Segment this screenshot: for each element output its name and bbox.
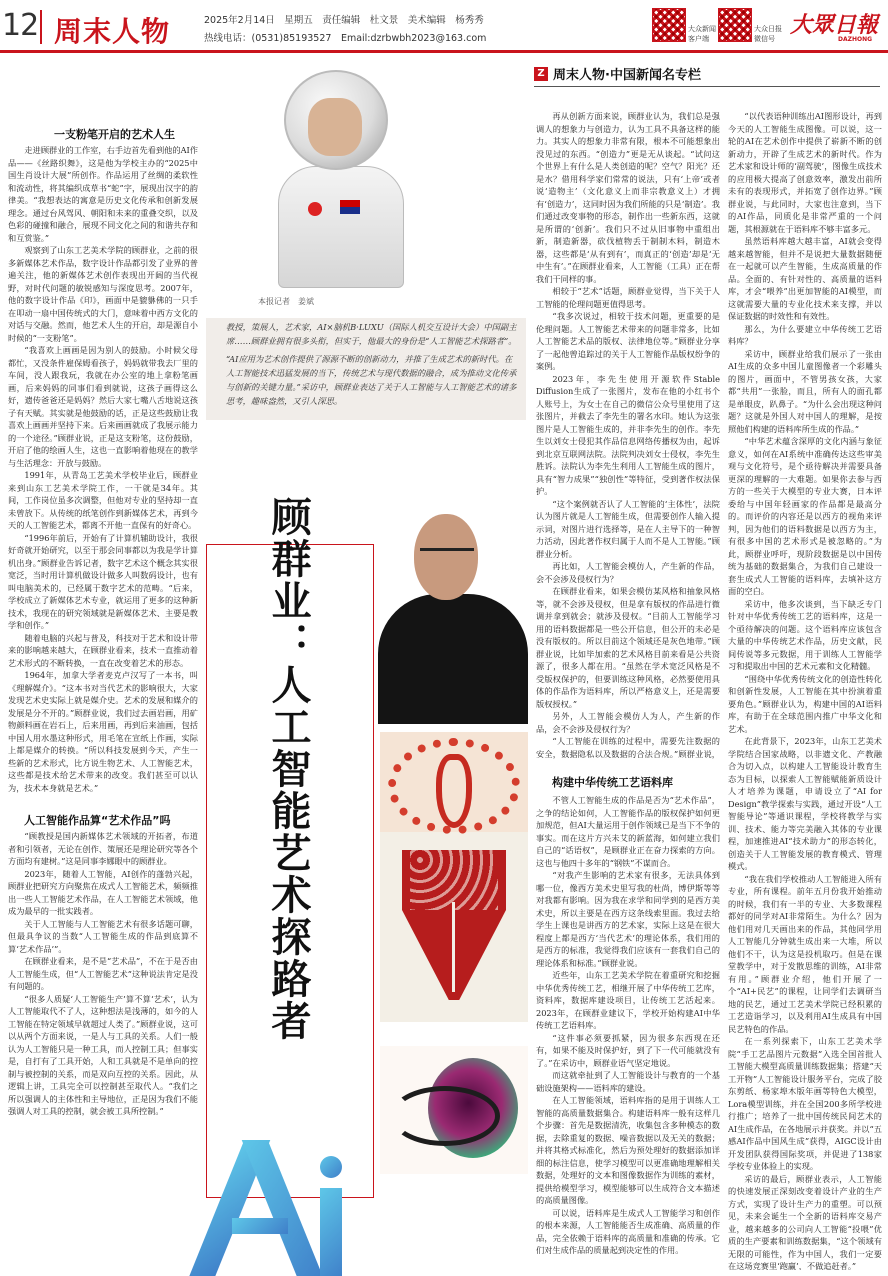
- middle-body-2: 不管人工智能生成的作品是否为“艺术作品”，之争的结论如何，人工智能作品的版权保护如何更加规范，但AI大量运用于创作领域已是当下不争的事实。而在这片方兴未艾的新蓝海，如何建立我们自己的“话语权”，是顾群业正在奋力探索的方向。这也与他四十多年的“钢铁”不谋而合。 “对我产生影响的艺术家有很多，无法具体到哪一位，像西方美术史里写我的杜尚，博伊斯等等对我都有影响。因为我在求学和同学到的是西方美术史，所以主要是在西方这条线索里面。我过去给学生上课也是讲西方的艺术家，实际上这是在很大程度上都是西方‘当代艺术’的理论体系，我们用的是西方的标准，我觉得我们应该有一套我们自己的理论体系和标准。”顾群业说。 近些年，山东工艺美术学院在着重研究和挖掘中华优秀传统工艺，相继开展了中华传统工艺库，资料库，数据库建设项目，让传统工艺活起来。2023年，在顾群业建议下，学校开始构建AI中华传统工艺语料库。 “这件事必须要抓紧，因为很多东西现在还有，如果不能及时保护好，到了下一代可能就没有了。”在采访中，顾群业语气坚定地说。 而这就牵扯到了人工智能设计与教育的一个基础设施架构——语料库的建设。 在人工智能领域，语料库指的是用于训练人工智能的高质量数据集合。构建语料库一般有这样几个步骤：首先是数据清洗，收集包含多种模态的数据，去除重复的数据、噪音数据以及无关的数据；并将其格式标准化，然后为预处理好的数据添加详细的标注信息，使学习模型可以更准确地理解相关数据，处理好的文本和图像数据作为训练的素材，提供给模型学习，模型能够可以生成符合文本描述的高质量图像。 可以说，语料库是生成式人工智能学习和创作的根本来源，人工智能能否生成准确、高质量的作品，完全依赖于语料库的高质量和准确的传承。它们对生成作品的质量起到决定性的作用。: [536, 795, 720, 1255]
- left-body-1: 走进顾群业的工作室，右手边首先看到他的AI作品——《丝路织舞》，这是他为学校主办的“2025中国生肖设计大展”所创作。作品运用了丝绸的柔软性和流动性，将其编织成草书“蛇”字，展现出汉字的韵律美。“我想表达的寓意是历史文化传承和创新发展理念。通过台风驾风、朝阳和未来的重叠交织，以及色彩的碰撞和融合，展现不同文化之间的和谐共存和和互赏鉴。” 观察到了山东工艺美术学院的顾群业，之前的很多新媒体艺术作品，数字设计作品都引发了业界的普遍关注，他的新媒体艺术创作表现出开阔的当代视野，对时代问题的敏锐感知与深度思考。2007年，他的数字设计作品《印》，画面中是貔貅佛的一只手在叩动一扇中国传统式的大门，意味着中西方文化的对话与交融。然而，他艺术人生的开启，却是源自小时候的“一支粉笔”。 “我喜欢上画画是因为别人的鼓励。小时候父母都忙，又没条件雇保姆看孩子，妈妈就带我去厂里的车间，没人跟我玩，我就在办公室的地上拿粉笔画画，后来妈妈的同事们看到就说，这孩子画得这么好，遗传爸爸还是妈妈？然后大家七嘴八舌地说这孩子有天赋。其实就是他鼓励的话，正是这些鼓励让我喜欢上画画并坚持下来。后来画画就成了我展示能力的一个途径。”顾群业说，正是这支粉笔，这份鼓励，开启了他的绘画人生，这也一直影响着他现在的教学与生活理念：开放与鼓励。 1991年，从青岛工艺美术学校毕业后，顾群业来到山东工艺美术学院工作，一干就是34年。其间，工作岗位虽多次调整，但他对专业的坚持却一直未曾放下。从传统的纸笔创作到新媒体艺术，再到今天的人工智能艺术，都离不开他一直保有的好奇心。 “1996年前后，开始有了计算机辅助设计，我很好奇就开始研究，以至于那会同事都以为我是学计算机出身。”顾群业告诉记者，数字艺术这个概念其实很宽泛，当时用计算机做设计做多人叫数码设计，也有叫电脑美术的，已经属于数字艺术的范畴。“后来，学校成立了新媒体艺术专业，就运用了更多的这种新技术，我现在的研究领域就是新媒体艺术、主要是教学和创作。” 随着电脑的兴起与普及，科技对于艺术和设计带来的影响越来越大，在顾群业看来，技术一直推动着艺术形式的不断转换，一直在改变着艺术的形态。 1964年，加拿大学者麦克卢汉写了一本书，叫《理解媒介》。“这本书对当代艺术的影响很大，大家发现艺术史实际上就是媒介史。艺术的发展和媒介的发展是分不开的。”顾群业说，我们过去画岩画，用矿物颜料画在岩石上，后来用画，再到后来油画，包括中国人用水墨这种形式，用毛笔在宣纸上作画，实际上都是媒介的转换。“所以科技发展到今天，产生一些新的艺术形式，比方说生物艺术、人工智能艺术，这些都是技术给艺术带来的改变。我们甚至可以认为，技术本身就是艺术。”: [8, 145, 198, 793]
- qr-code-icon: [718, 8, 752, 42]
- quote-main: “AI应用为艺术创作提供了源源不断的创新动力，并推了生成艺术的新时代。在人工智能技术迅猛发展的当下，传统艺术与现代数据的融合，成为推动文化传承与创新的关键力量。”采访中，顾群业表达了关于人工智能与人工智能艺术的诸多思考，趣味盎然，又引人深思。: [226, 354, 517, 406]
- column-title-rule: [534, 86, 880, 87]
- quote-bio: 教授，策展人，艺术家，AI×脑机B·LUXU（国际人机交互设计大会）中国副主席……顾群业拥有很多头衔，但实于，他最大的身份是“人工智能艺术探路者”。: [226, 322, 517, 346]
- artwork-poster: [380, 732, 528, 1022]
- page-header: [0, 0, 888, 52]
- header-rule: [0, 50, 888, 53]
- mission-patch-icon: [308, 202, 322, 216]
- qr-label-wechat: 大众日报 微信号: [754, 25, 782, 43]
- issue-info: 2025年2月14日 星期五 责任编辑 杜文景 美术编辑 杨秀秀: [204, 15, 484, 26]
- page-number: 12: [2, 8, 39, 43]
- photo-credit: 本报记者 姜斌: [258, 297, 314, 306]
- middle-body-1: 再从创新方面来说，顾群业认为，我们总是强调人的想象力与创造力，认为工具不具备这样的能力。其实人的想象力非常有限，根本不可能想象出没见过的东西。“创造力”更是无从谈起。“试问这个世界上有什么是人类创造的呢？空气？阳光？还是水？借用科学家们常常的说法，只有‘上帝’或者说‘造物主’（文化意义上而非宗教意义上）才拥有‘创造力’，这同时因为我们所能的只是‘制造’。我们通过改变事物的形态，制作出一些新东西，这就是所谓的‘创新’。我们只不过从旧事物中重组出新，制造新器，砍伐植物丢于制制木料，制造木器，这些都是‘从有到有’，而真正的‘创造’却是‘无中生有’。”在顾群业看来，人工智能（工具）正在帮我们干同样的事。 相较于“艺术”话题，顾群业觉得，当下关于人工智能的伦理问题更值得思考。 “我多次说过，相较于技术问题，更重要的是伦理问题。人工智能艺术带来的问题非常多，比如人工智能艺术品的版权、法律地位等。”顾群业分享了一起他曾追踪过的关于人工智能作品版权纷争的案例。 2023年，李先生使用开源软件Stable Diffusion生成了一张图片，发布在他的小红书个人账号上，为女士在自己的微信公众号里使用了这张图片，并截去了李先生的署名水印。她认为这张图片是人工智能生成的，并非李先生的创作。李先生以刘女士侵犯其作品信息网络传播权为由，起诉到北京互联网法院。法院判决刘女士侵权，李先生胜诉。法院认为李先生利用人工智能生成的图片，具有“智力成果”“独创性”等特征，受到著作权法保护。 “这个案例就否认了人工智能的‘主体性’，法院认为图片就是人工智能生成，但需要创作人输入提示词，对图片进行选择等，是在人主导下的一种智力活动，因此著作权归属于人而不是人工智能。”顾群业分析。 再比如，人工智能会模仿人，产生新的作品，会不会涉及侵权行为？ 在顾群业看来，如果会模仿某风格和抽象风格等，就不会涉及侵权，但是拿有版权的作品进行微调并拿到就会；就涉及侵权。“目前人工智能学习用的语料数据都是一些公开信息，但公开的未必是没有版权的。所以目前这个领域还是灰色地带。”顾群业说，比如毕加索的艺术风格目前来看是公共资源了，很多人都在用。“虽然在学术宽泛风格是不受版权保护的，但要训练这种风格，必然要使用具体的作品作为语料库，所以严格意义上，还是需要版权授权。” 另外，人工智能会模仿人为人，产生新的作品，会不会涉及侵权行为？ “人工智能在训练的过程中，需要先注数据的安全，数据隐私以及数据的合法合规。”顾群业说，: [536, 111, 720, 759]
- column-title: [534, 64, 701, 83]
- portrait-photo: [378, 474, 528, 724]
- column-logo-icon: Z: [534, 67, 548, 81]
- subhead-ai-art: 人工智能作品算“艺术作品”吗: [24, 814, 171, 827]
- qr-code-icon: [652, 8, 686, 42]
- header-divider: [40, 10, 42, 44]
- glasses-icon: [420, 548, 474, 562]
- ai-graphic: [196, 1100, 496, 1276]
- newspaper-logo-sub: DAZHONG: [838, 36, 873, 43]
- left-body-2: “顾教授是国内新媒体艺术领域的开拓者，布道者和引领者，无论在创作、策展还是理论研究等各个方面均有建树。”这是同事李娜眼中的顾群业。 2023年，随着人工智能，AI创作的蓬勃兴起，顾群业把研究方向聚焦在成式人工智能艺术，频频推出一些人工智能艺术作品，在人工智能艺术领域，他成为最早的一批实践者。 关于人工智能与人工智能艺术有很多话题可聊，但最具争议的当数“人工智能生成的作品到底算不算‘艺术作品’”。 在顾群业看来，是不是“艺术品”，不在于是否由人工智能生成，但“人工智能艺术”这种说法肯定是没有问题的。 “很多人质疑‘人工智能生产’算不算‘艺术’，认为人工智能取代不了人，这种想法是浅薄的，如今的人工智能在特定领域早就超过人类了。”顾群业说，这可以从两个方面来说，一是人与工具的关系。人们一般认为人工智能只是一种工具，而人控制工具；但事实是，自打有了工具开始，人和工具就是不是单向的控制与被控制的关系，而是双向互控的关系。因此，从逻辑上讲，工具完全可以控制甚至取代人。“我们之所以强调人的主体性和主导地位，正是因为我们不能强调人对工具的控制，就会被工具所控制。”: [8, 831, 198, 1116]
- newspaper-logo: 大眾日報: [790, 12, 879, 38]
- section-name: 周末人物: [54, 15, 171, 48]
- headline: 顾群业：人工智能艺术探路者: [265, 496, 311, 1042]
- right-body: “以代表语种训练出AI图形设计，再到今天的人工智能生成图像。可以说，这一轮的AI在艺术创作中提供了崭新不断的创新动力，开辟了生成艺术的新时代。作为艺术家和设计师的‘副驾驶’，图像生成技术的应用极大提高了创意效率，激发出前所未有的表现形式，并拓宽了创作边界。”顾群业说，与此同时，大家也注意到，当下的AI作品，同质化是非常严重的一个问题，其根源就在于语料库不够丰富多元。 虽然语料库越大越丰富，AI就会变得越来越智能，但并不是说把大量数据随便在一起就可以产生智能，生成高质量的作品。全面的、有针对性的、高质量的语料库，才会“喂养”出更加智能的AI模型，而这就需要大量的专业化技术来支撑，并以保证数据的时效性和有效性。 那么，为什么要建立中华传统工艺语料库？ 采访中，顾群业给我们展示了一张由AI生成的众多中国儿童图像者一个彩雕头的图片，画面中，不管男孩女孩，大家都“共用”一张脸，而且，所有人的面孔都是单眼皮，趴鼻子。“为什么会出现这种问题？这就是外国人对中国人的理解，是按照他们构建的语料库所生成的作品。” “中华艺术蕴含深厚的文化内涵与象征意义，如何在AI系统中准确传达这些审美观与文化符号，是个亟待解决并需要具备更深的理解的一大难题。如果你去参与西方的一些关于大模型的专业大赛，日本评委给与中国年轻画家的作品都是最高分的。而评价的内容还是以西方的视角来评判，因为他们的语料数据是以西方为主，有很多中国的艺术形式是被忽略的。”为此，顾群业呼吁，现阶段数据是以中国传统为基础的数据集合，为我们自己建设一套生成式人工智能的语料库，去填补这方面的空白。 采访中，他多次谈到，当下缺乏专门针对中华优秀传统工艺的语料库，这是一个亟待解决的问题。这个语料库应该包含大量的中华传统艺术作品，历史文献，民间传说等多元数据，用于训练人工智能学习和提取出中国的艺术元素和文化精髓。 “围绕中华优秀传统文化的创造性转化和创新性发展，人工智能在其中扮演着重要角色。”顾群业认为，构建中国的AI语料库，有助于在全球范围内推广中华文化和艺术。 在此背景下，2023年，山东工艺美术学院结合国家战略，以非遗文化、产教融合为切入点，以构建人工智能设计教育生态为目标，以探索人工智能赋能新质设计人才培养为课题，申请设立了“AI for Design”教学探索与实践，通过开设“人工智能导论”等通识课程，学校将教学与实训、技术、能力等完美融入其体的专业课程，加速推进AI“技术助力”的形态转化，创造关于人工智能发展的教育模式、管理模式。 “我在我们学校推动人工智能进入所有专业，所有课程。前年五月份我开始推动的时候，我们有一半的专业、大多数课程都好的同学对AI非常陌生。为什么？因为他们用对几天画出来的作品，其他同学用人工智能几分钟就生成出来一大堆，所以他们不干，认为这是投机取巧。但是在课堂教学中，对于发散思维的训练，AI非常有用。”顾群业介绍，他们开展了一个“AI+民艺”的课程，让同学们去调研当地的民艺，通过工艺美术学院已经积累的工艺造诣学习，以及利用AI生成具有中国民艺特色的作品。 在一系列探索下，山东工艺美术学院“手工艺品图片元数据”入选全国首批人工智能大模型高质量训练数据集；搭建“天工开物”人工智能设计服务平台，完成了胶东剪纸、杨家埠木版年画等特色大模型，Lora模型训练，并在全国200多所学校进行推广；培养了一批中国传统民间艺术的AI生成作品，在各地展示并获奖。并以“五感AI作品中国风生成”获得，AIGC设计由开发团队获得国际奖项，并促进了138家学校专业体验上的实现。 采访的最后，顾群业表示，人工智能的快速发展正深刻改变着设计产业的生产方式，实现了设计生产力的重塑。可以预见，未来会诞生一个全新的语料库交易产业，越来越多的公司向人工智能“投喂”优质的生产要素和训练数据集，“这个领域有无限的可能性，作为中国人，我们一定要在这场竞赛里‘跑赢’，不做追赶者。”: [728, 111, 882, 1270]
- column-title-text: 周末人物·中国新闻名专栏: [553, 68, 701, 83]
- snake-icon: [436, 754, 472, 828]
- flag-patch-icon: [340, 200, 360, 214]
- qr-label-app: 大众新闻 客户端: [688, 25, 716, 43]
- contact-info: 热线电话：(0531)85193527 Email:dzrbwbh2023@163.com: [204, 33, 487, 44]
- subhead-corpus: 构建中华传统工艺语料库: [552, 776, 673, 789]
- subhead-chalk: 一支粉笔开启的艺术人生: [54, 128, 175, 141]
- astronaut-photo: [278, 52, 406, 290]
